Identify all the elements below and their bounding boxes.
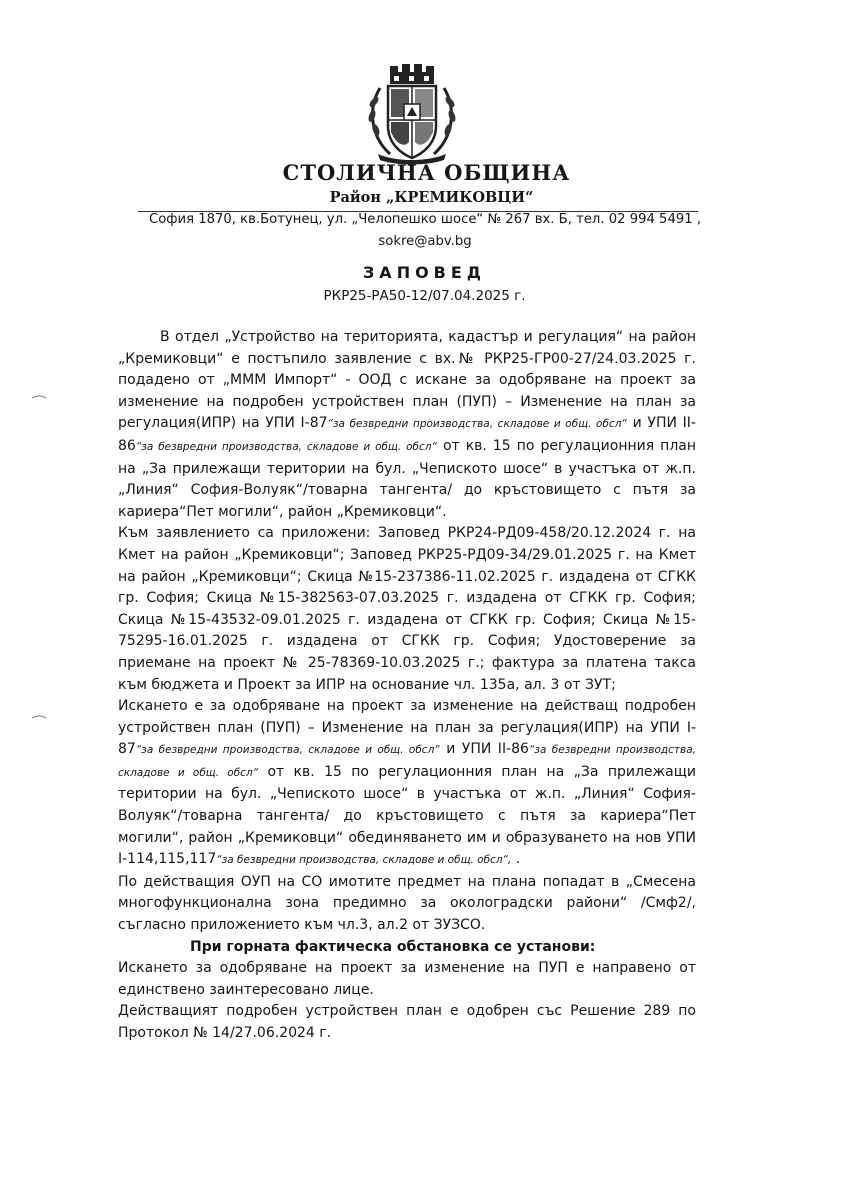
document-title: ЗАПОВЕД bbox=[362, 263, 487, 282]
body-paragraph: В отдел „Устройство на територията, кадастър и регулация“ на район „Кремиковци“ е постъпило заявление с вх.№ РКР25-ГР00-27/24.03.2025 г. подадено от „МММ Импорт“ - ООД с искане за одобряване на проект за изменение на подробен устройствен план (ПУП) – Изменение на план за регулация(ИПР) на УПИ I-87“за безвредни производства, складове и общ. обсл“ и УПИ II-86“за безвредни производства, складове и общ. обсл“ от кв. 15 по регулационния план на „За прилежащи територии на бул. „Чепиското шосе“ в участъка от ж.п. „Линия“ София-Волуяк“/товарна тангента/ до кръстовището с пътя за кариера“Пет могили“, район „Кремиковци“. bbox=[118, 329, 696, 520]
sofia-coat-of-arms-icon bbox=[360, 58, 464, 166]
address-block bbox=[130, 209, 720, 253]
body-paragraph: По действащия ОУП на СО имотите предмет на плана попадат в „Смесена многофункционална зона предимно за околоградски райони“ /Смф2/, съгласно приложението към чл.3, ал.2 от ЗУЗСО. bbox=[118, 873, 696, 934]
document-body bbox=[118, 327, 696, 1045]
document-number: РКР25-РА50-12/07.04.2025 г. bbox=[323, 288, 526, 304]
section-heading: При горната фактическа обстановка се установи: bbox=[190, 938, 596, 955]
district-name: Район „КРЕМИКОВЦИ“ bbox=[329, 189, 534, 206]
body-paragraph: Искането е за одобряване на проект за изменение на действащ подробен устройствен план (ПУП) – Изменение на план за регулация(ИПР) на УПИ I-87“за безвредни производства, складове и общ. обсл“ и УПИ II-86“за безвредни производства, складове и общ. обсл“ от кв. 15 по регулационния план на „За прилежащи територии на бул. „Чепиското шосе“ в участъка от ж.п. „Линия“ София-Волуяк“/товарна тангента/ до кръстовището с пътя за кариера“Пет могили“, район „Кремиковци“ обединяването им и образуването на нов УПИ I-114,115,117“за безвредни производства, складове и общ. обсл“, . bbox=[118, 698, 696, 868]
address-line: София 1870, кв.Ботунец, ул. „Челопешко шосе“ № 267 вх. Б, тел. 02 994 5491 , bbox=[148, 212, 702, 227]
body-paragraph: Действащият подробен устройствен план е одобрен със Решение 289 по Протокол № 14/27.06.2024 г. bbox=[118, 1003, 696, 1041]
margin-mark-icon bbox=[32, 394, 46, 400]
email-address: sokre@abv.bg bbox=[378, 234, 472, 249]
organization-title: СТОЛИЧНА ОБЩИНА bbox=[282, 160, 571, 185]
margin-mark-icon bbox=[32, 714, 46, 720]
body-paragraph: Искането за одобряване на проект за изменение на ПУП е направено от единствено заинтересовано лице. bbox=[118, 960, 696, 998]
body-paragraph: Към заявлението са приложени: Заповед РКР24-РД09-458/20.12.2024 г. на Кмет на район „Кремиковци“; Заповед РКР25-РД09-34/29.01.2025 г. на Кмет на район „Кремиковци“; Скица №15-237386-11.02.2025 г. издадена от СГКК гр. София; Скица №15-382563-07.03.2025 г. издадена от СГКК гр. София; Скица №15-43532-09.01.2025 г. издадена от СГКК гр. София; Скица №15-75295-16.01.2025 г. издадена от СГКК гр. София; Удостоверение за приемане на проект № 25-78369-10.03.2025 г.; фактура за платена такса към бюджета и Проект за ИПР на основание чл. 135а, ал. 3 от ЗУТ; bbox=[118, 525, 696, 693]
